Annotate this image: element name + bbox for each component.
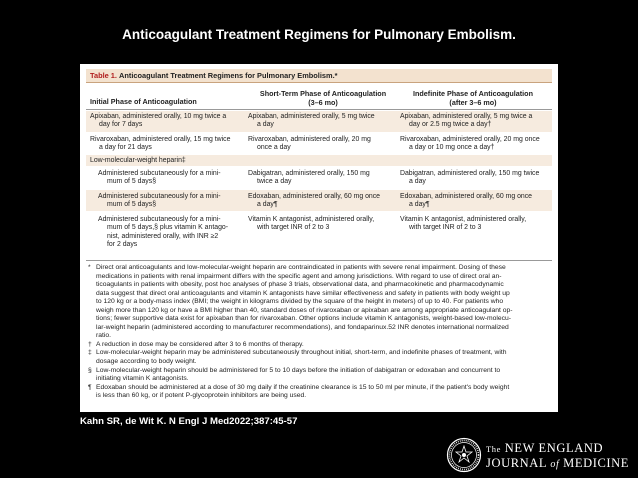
cell-short-term: Dabigatran, administered orally, 150 mg twice a day bbox=[248, 170, 370, 186]
footnote: * Direct oral anticoagulants and low-molecular-weight heparin are contraindicated in patients with severe renal impairment. Dosing of these medications in patients with renal impairment differs with the specific agent and among jurisdictions. With regard to use of direct oral an- ticoagulants in patients with obesity, post hoc analyses of phase 3 trials, observational data, and pharmacokinetic and pharmacodynamic data suggest that direct oral anticoagulants and vitamin K antagonists have similar effectiveness and safety in patients with body weight up to 120 kg or a body-mass index (BMI; the weight in kilograms divided by the square of the height in meters) of up to 40. For patients who weigh more than 120 kg or have a BMI higher than 40, standard doses of rivaroxaban or apixaban are among appropriate anticoagulant op- tions; fewer supportive data exist for apixaban than for rivaroxaban. Other options include vitamin K antagonists, weight-based low-molecu- lar-weight heparin (administered according to manufacturer recommendations), and fondaparinux.52 INR denotes international normalized ratio. bbox=[88, 264, 513, 340]
header-rule bbox=[86, 109, 552, 110]
brand-line-1: The NEW ENGLAND bbox=[486, 441, 604, 455]
cell-initial: Rivaroxaban, administered orally, 15 mg twice a day for 21 days bbox=[90, 136, 231, 152]
header-short-term-line1: Short-Term Phase of Anticoagulation bbox=[259, 89, 387, 98]
nejm-seal-icon bbox=[446, 437, 482, 473]
cell-short-term: Edoxaban, administered orally, 60 mg once a day¶ bbox=[248, 193, 381, 209]
cell-indefinite: Rivaroxaban, administered orally, 20 mg once a day or 10 mg once a day† bbox=[400, 136, 540, 152]
cell-initial: Administered subcutaneously for a mini- mum of 5 days,§ plus vitamin K antago- nist, administered orally, with INR ≥2 for 2 days bbox=[98, 216, 229, 248]
table-caption bbox=[86, 69, 552, 83]
slide-title: Anticoagulant Treatment Regimens for Pulmonary Embolism. bbox=[122, 27, 516, 42]
cell-short-term: Rivaroxaban, administered orally, 20 mg once a day bbox=[248, 136, 371, 152]
header-initial: Initial Phase of Anticoagulation bbox=[90, 97, 197, 106]
cell-initial: Administered subcutaneously for a mini- mum of 5 days§ bbox=[98, 170, 221, 186]
cell-initial: Administered subcutaneously for a mini- mum of 5 days§ bbox=[98, 193, 221, 209]
brand-line-2: JOURNAL of MEDICINE bbox=[486, 456, 630, 470]
header-short-term bbox=[248, 90, 398, 107]
cell-short-term: Apixaban, administered orally, 5 mg twice a day bbox=[248, 113, 375, 129]
footnote: ¶ Edoxaban should be administered at a dose of 30 mg daily if the creatinine clearance is 15 to 50 ml per minute, if the patient's body weight is less than 60 kg, or if potent P-glycoprotein inhibitors are being used. bbox=[88, 383, 510, 400]
cell-indefinite: Apixaban, administered orally, 5 mg twice a day or 2.5 mg twice a day† bbox=[400, 113, 533, 129]
cell-indefinite: Vitamin K antagonist, administered orally, with target INR of 2 to 3 bbox=[400, 216, 527, 232]
header-indefinite-line2: (after 3–6 mo) bbox=[449, 97, 497, 107]
header-indefinite bbox=[398, 90, 548, 107]
cell-short-term: Vitamin K antagonist, administered orally, with target INR of 2 to 3 bbox=[248, 216, 375, 232]
footnote: † A reduction in dose may be considered after 3 to 6 months of therapy. bbox=[88, 340, 304, 348]
footnote: ‡ Low-molecular-weight heparin may be administered subcutaneously throughout initial, short-term, and indefinite phases of treatment, with dosage according to body weight. bbox=[88, 349, 507, 366]
table-card bbox=[80, 64, 558, 412]
cell-indefinite: Edoxaban, administered orally, 60 mg once a day¶ bbox=[400, 193, 533, 209]
cell-initial: Low-molecular-weight heparin‡ bbox=[90, 157, 186, 164]
table-bottom-rule bbox=[86, 260, 552, 261]
citation: Kahn SR, de Wit K. N Engl J Med2022;387:45-57 bbox=[80, 416, 298, 427]
footnotes bbox=[88, 264, 550, 401]
table-number: Table 1. bbox=[90, 71, 117, 80]
header-indefinite-line1: Indefinite Phase of Anticoagulation bbox=[413, 89, 533, 98]
cell-indefinite: Dabigatran, administered orally, 150 mg twice a day bbox=[400, 170, 540, 186]
header-short-term-line2: (3–6 mo) bbox=[308, 97, 338, 107]
table-title: Anticoagulant Treatment Regimens for Pulmonary Embolism.* bbox=[119, 71, 338, 80]
cell-initial: Apixaban, administered orally, 10 mg twice a day for 7 days bbox=[90, 113, 227, 129]
footnote: § Low-molecular-weight heparin should be administered for 5 to 10 days before the initiation of dabigatran or edoxaban and concurrent to initiating vitamin K antagonists. bbox=[88, 366, 501, 383]
